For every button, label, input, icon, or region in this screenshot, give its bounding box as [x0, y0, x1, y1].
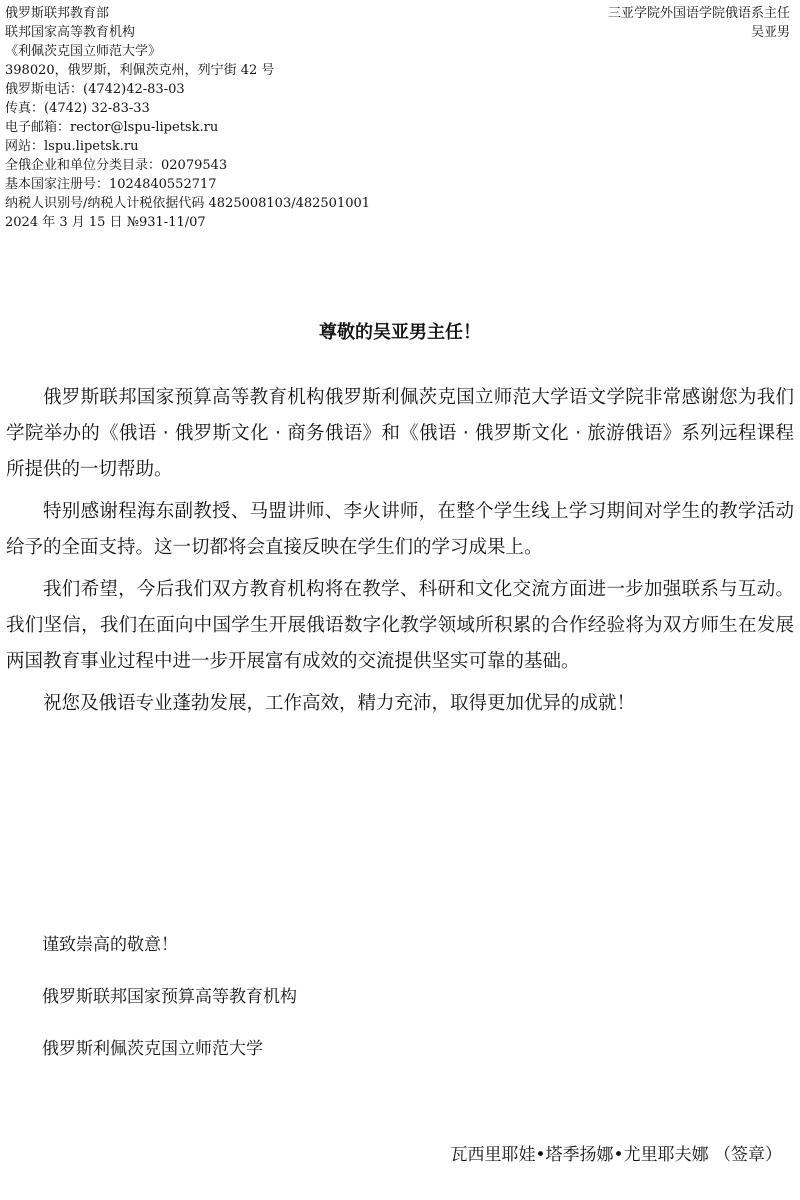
body-paragraph: 俄罗斯联邦国家预算高等教育机构俄罗斯利佩茨克国立师范大学语文学院非常感谢您为我们学院举办的《俄语 · 俄罗斯文化 · 商务俄语》和《俄语 · 俄罗斯文化 · 旅游俄语》系列远程课程所提供的一切帮助。 — [6, 387, 794, 480]
closing-org: 俄罗斯联邦国家预算高等教育机构 — [42, 987, 297, 1007]
letter-body — [6, 380, 794, 728]
sender-info-line: 电子邮箱：rector@lspu-lipetsk.ru — [5, 120, 219, 135]
sender-info-line: 俄罗斯电话：(4742)42-83-03 — [5, 82, 185, 97]
body-paragraph: 祝您及俄语专业蓬勃发展，工作高效，精力充沛，取得更加优异的成就！ — [43, 693, 636, 714]
letter-date-number: 2024 年 3 月 15 日 №931-11/07 — [5, 215, 206, 230]
signature-line: 瓦西里耶娃•塔季扬娜•尤里耶夫娜 （签章） — [450, 1145, 782, 1165]
sender-info-line: 联邦国家高等教育机构 — [5, 25, 136, 40]
recipient-block — [530, 4, 790, 42]
body-paragraph: 特别感谢程海东副教授、马盟讲师、李火讲师，在整个学生线上学习期间对学生的教学活动给予的全面支持。这一切都将会直接反映在学生们的学习成果上。 — [6, 501, 794, 558]
sender-info-line: 纳税人识别号/纳税人计税依据代码 4825008103/482501001 — [5, 196, 371, 211]
closing-regards: 谨致崇高的敬意！ — [42, 935, 178, 955]
sender-info-line: 全俄企业和单位分类目录：02079543 — [5, 158, 228, 173]
sender-info-block — [5, 4, 425, 232]
sender-info-line: 《利佩茨克国立师范大学》 — [5, 44, 162, 59]
body-paragraph: 我们希望，今后我们双方教育机构将在教学、科研和文化交流方面进一步加强联系与互动。我们坚信，我们在面向中国学生开展俄语数字化教学领域所积累的合作经验将为双方师生在发展两国教育事业过程中进一步开展富有成效的交流提供坚实可靠的基础。 — [6, 579, 794, 672]
recipient-name: 吴亚男 — [750, 25, 790, 40]
recipient-title: 三亚学院外国语学院俄语系主任 — [607, 6, 790, 21]
closing-university: 俄罗斯利佩茨克国立师范大学 — [42, 1039, 263, 1059]
sender-info-line: 传真：(4742) 32-83-33 — [5, 101, 150, 116]
closing-block — [42, 930, 642, 1086]
sender-info-line: 网站：lspu.lipetsk.ru — [5, 139, 139, 154]
salutation: 尊敬的吴亚男主任！ — [319, 322, 481, 343]
sender-info-line: 基本国家注册号：1024840552717 — [5, 177, 217, 192]
sender-info-line: 398020，俄罗斯，利佩茨克州，列宁街 42 号 — [5, 63, 275, 78]
sender-info-line: 俄罗斯联邦教育部 — [5, 6, 110, 21]
